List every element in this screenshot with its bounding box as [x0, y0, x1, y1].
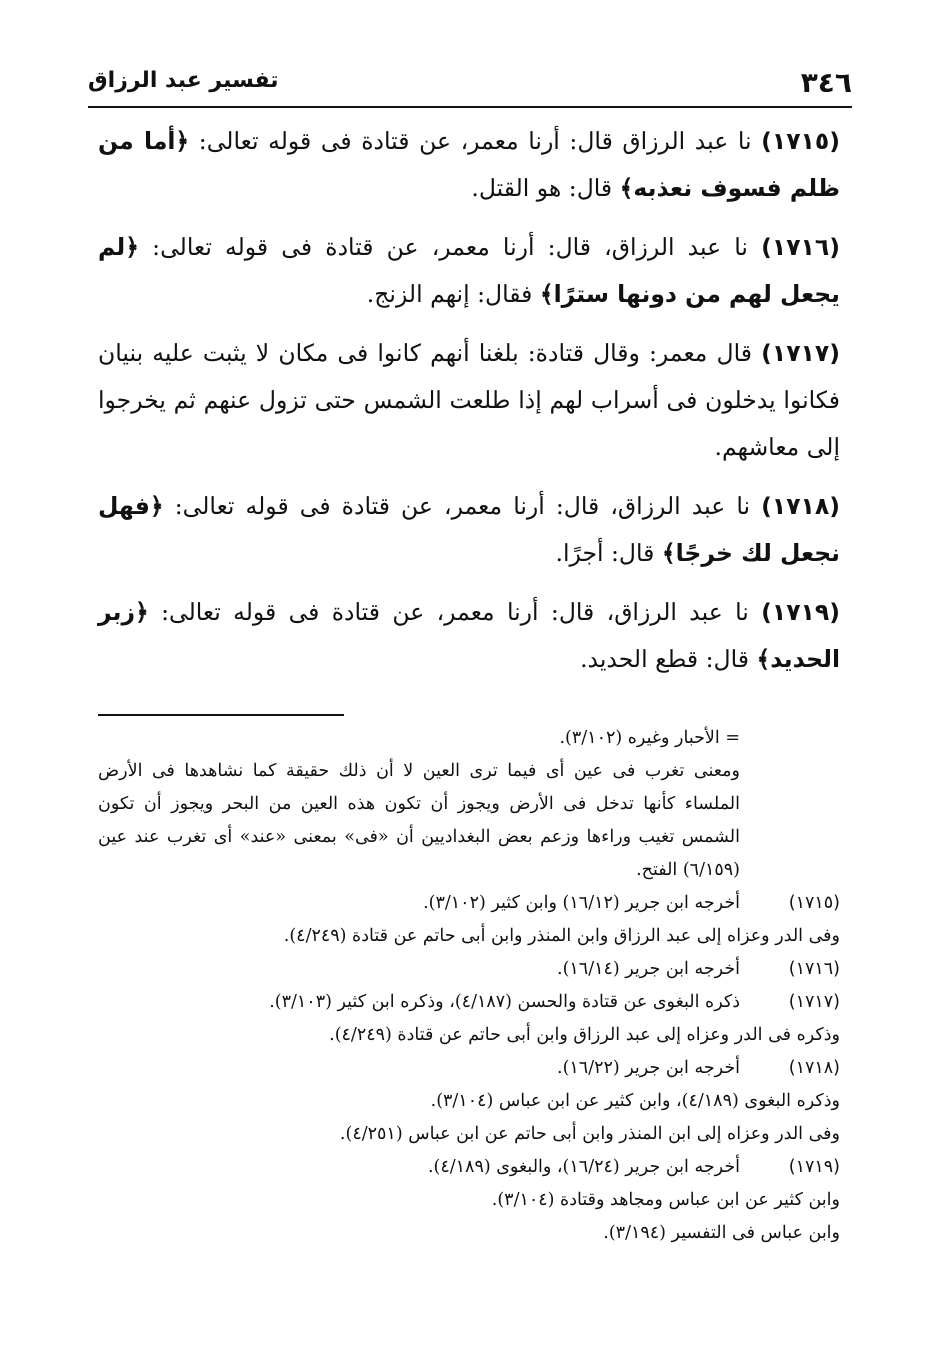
running-title: تفسير عبد الرزاق [88, 68, 279, 93]
entry-number: (١٧١٩) [761, 598, 840, 626]
entry-1718 [98, 483, 840, 577]
quran-verse: ﴿زبر الحديد﴾ [98, 598, 840, 673]
entry-number: (١٧١٨) [761, 492, 840, 520]
footnote-line: أخرجه ابن جرير (١٦/٢٢). [557, 1058, 740, 1078]
footnote-number: (١٧١٧) [788, 992, 840, 1012]
entry-1715 [98, 118, 840, 212]
entry-text: قال: هو القتل. [471, 174, 620, 202]
quran-verse: ﴿فهل نجعل لك خرجًا﴾ [98, 492, 840, 567]
footnote-line: وذكره فى الدر وعزاه إلى عبد الرزاق وابن أبى حاتم عن قتادة (٤/٢٤٩). [329, 1025, 840, 1045]
footnote-line: وفى الدر وعزاه إلى ابن المنذر وابن أبى حاتم عن ابن عباس (٤/٢٥١). [339, 1124, 840, 1144]
entry-text: نا عبد الرزاق قال: أرنا معمر، عن قتادة فى قوله تعالى: [189, 127, 762, 155]
entry-number: (١٧١٦) [761, 233, 840, 261]
entry-text: نا عبد الرزاق، قال: أرنا معمر، عن قتادة فى قوله تعالى: [148, 598, 762, 626]
entry-text: نا عبد الرزاق، قال: أرنا معمر، عن قتادة فى قوله تعالى: [139, 233, 762, 261]
footnote-1717 [98, 986, 840, 1052]
entry-number: (١٧١٧) [761, 339, 840, 367]
footnotes [98, 722, 840, 1250]
footnote-line: وفى الدر وعزاه إلى عبد الرزاق وابن المنذر وابن أبى حاتم عن قتادة (٤/٢٤٩). [283, 926, 840, 946]
entry-text: فقال: إنهم الزنج. [366, 280, 540, 308]
quran-verse: ﴿لم يجعل لهم من دونها سترًا﴾ [98, 233, 840, 308]
header-rule [88, 106, 852, 108]
entry-1719 [98, 589, 840, 683]
entry-text: قال: أجرًا. [555, 539, 662, 567]
entry-1717 [98, 330, 840, 471]
footnote-continuation [98, 722, 840, 887]
footnote-line: وذكره البغوى (٤/١٨٩)، وابن كثير عن ابن عباس (٣/١٠٤). [430, 1091, 840, 1111]
footnote-1718 [98, 1052, 840, 1151]
footnote-line: أخرجه ابن جرير (١٦/١٤). [557, 959, 740, 979]
footnote-paragraph: ومعنى تغرب فى عين أى فيما ترى العين لا أن ذلك حقيقة كما نشاهدها فى الأرض الملساء كأنها تدخل فى الأرض ويجوز أن تكون هذه العين من البحر ويجوز أن تكون الشمس تغيب وراءها وزعم بعض البغداديين أن «فى» بمعنى «عند» أى تغرب عند عين (٦/١٥٩) الفتح. [98, 761, 740, 880]
footnote-number: (١٧١٨) [788, 1058, 840, 1078]
footnote-1719 [98, 1151, 840, 1250]
footnote-line: أخرجه ابن جرير (١٦/١٢) وابن كثير (٣/١٠٢). [423, 893, 740, 913]
entry-text: قال معمر: وقال قتادة: بلغنا أنهم كانوا فى مكان لا يثبت عليه بنيان فكانوا يدخلون فى أسراب لهم إذا طلعت الشمس حتى تزول عنهم ثم يخرجوا إلى معاشهم. [98, 339, 840, 461]
footnote-number: (١٧١٦) [788, 959, 840, 979]
footnote-number: (١٧١٥) [788, 893, 840, 913]
footnote-line: وابن كثير عن ابن عباس ومجاهد وقتادة (٣/١٠٤). [491, 1190, 840, 1210]
page-header [88, 62, 852, 104]
footnote-1715 [98, 887, 840, 953]
footnote-line: أخرجه ابن جرير (١٦/٢٤)، والبغوى (٤/١٨٩). [427, 1157, 740, 1177]
entry-number: (١٧١٥) [761, 127, 840, 155]
quran-verse: ﴿أما من ظلم فسوف نعذبه﴾ [98, 127, 840, 202]
main-text [98, 118, 840, 683]
entry-text: قال: قطع الحديد. [580, 645, 757, 673]
footnote-line: = الأحبار وغيره (٣/١٠٢). [559, 728, 740, 748]
entry-1716 [98, 224, 840, 318]
footnote-number: (١٧١٩) [788, 1157, 840, 1177]
footnote-1716 [98, 953, 840, 986]
entry-text: نا عبد الرزاق، قال: أرنا معمر، عن قتادة فى قوله تعالى: [163, 492, 762, 520]
page-number: ٣٤٦ [800, 66, 852, 99]
footnote-line: وابن عباس فى التفسير (٣/١٩٤). [603, 1223, 840, 1243]
footnote-rule [98, 714, 344, 716]
footnote-line: ذكره البغوى عن قتادة والحسن (٤/١٨٧)، وذكره ابن كثير (٣/١٠٣). [269, 992, 740, 1012]
